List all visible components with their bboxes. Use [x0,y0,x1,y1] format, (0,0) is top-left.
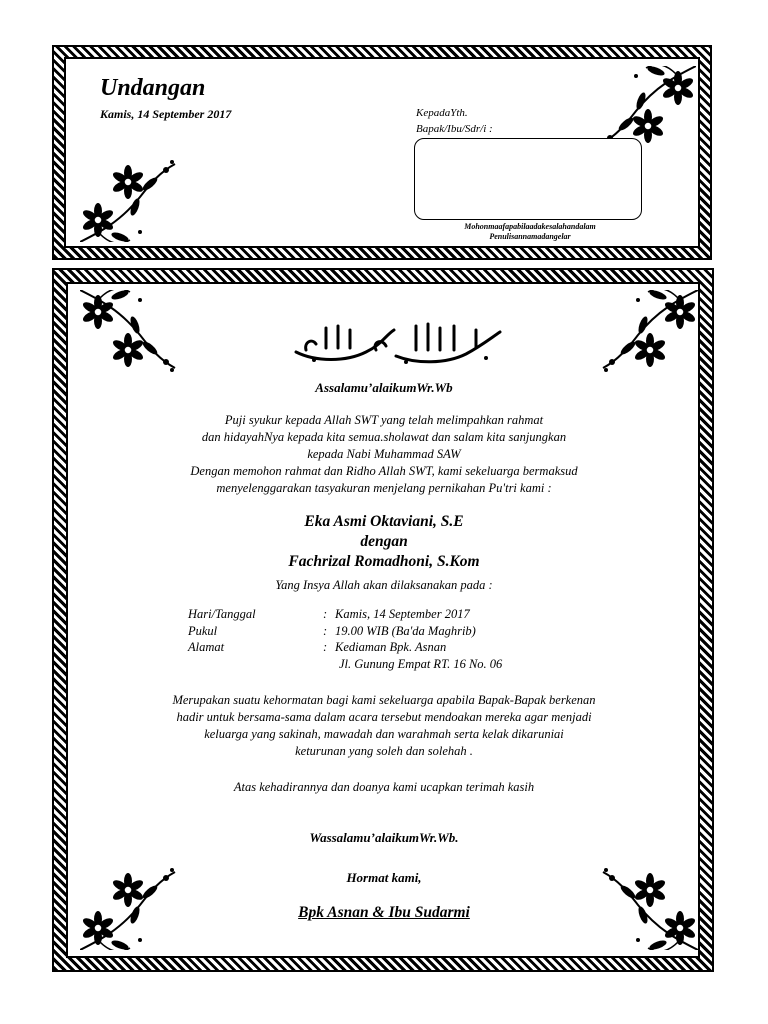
invitation-bottom-left-floral-icon [80,840,190,950]
intro-line: dan hidayahNya kepada kita semua.sholawat dan salam kita sanjungkan [201,430,567,444]
detail-label [188,656,323,673]
recipient-label [416,105,493,137]
closing-paragraph [70,692,698,760]
envelope-bottom-left-floral-icon [80,160,180,242]
apology-line-2: Penulisannamadangelar [489,232,571,241]
apology-line-1: Mohonmaafapabilaadakesalahandalam [464,222,596,231]
detail-separator [323,656,339,673]
detail-row [188,656,502,673]
detail-row [188,639,502,656]
greeting: Assalamu’alaikumWr.Wb [315,380,453,395]
couple-names [70,512,698,572]
detail-separator: : [323,640,328,654]
held-on-text: Yang Insya Allah akan dilaksanakan pada : [275,578,493,592]
closing-line: Merupakan suatu kehormatan bagi kami sekeluarga apabila Bapak-Bapak berkenan [172,693,596,707]
regards-text: Hormat kami, [346,870,422,885]
closing-line: hadir untuk bersama-sama dalam acara tersebut mendoakan mereka agar menjadi [176,710,592,724]
closing-line: keturunan yang soleh dan solehah . [295,744,473,758]
closing-line: keluarga yang sakinah, mawadah dan warahmah serta kelak dikaruniai [204,727,564,741]
intro-line: kepada Nabi Muhammad SAW [307,447,461,461]
recipient-line-2: Bapak/Ibu/Sdr/i : [416,123,493,135]
envelope-date: Kamis, 14 September 2017 [100,107,232,121]
invitation-bottom-right-floral-icon [588,840,698,950]
intro-line: Dengan memohon rahmat dan Ridho Allah SWT, kami sekeluarga bermaksud [190,464,578,478]
intro-line: menyelenggarakan tasyakuran menjelang pernikahan Pu'tri kami : [216,481,552,495]
detail-label: Pukul [188,623,218,638]
detail-separator: : [323,623,328,638]
detail-value: 19.00 WIB (Ba'da Maghrib) [335,623,476,638]
detail-row [188,606,502,623]
detail-label: Alamat [188,640,225,654]
connector-word: dengan [360,533,408,550]
recipient-address-box [414,138,642,220]
intro-line: Puji syukur kepada Allah SWT yang telah melimpahkan rahmat [224,413,544,427]
thanks-text: Atas kehadirannya dan doanya kami ucapkan terimah kasih [233,780,535,794]
apology-note [400,222,660,242]
event-details [188,606,502,672]
signer-name: Bpk Asnan & Ibu Sudarmi [298,904,470,921]
farewell-greeting: Wassalamu’alaikumWr.Wb. [309,830,459,845]
basmalah-calligraphy-icon [286,320,510,368]
invitation-top-right-floral-icon [588,290,698,390]
detail-value: Kediaman Bpk. Asnan [335,640,447,654]
invitation-top-left-floral-icon [80,290,190,390]
detail-row [188,623,502,640]
groom-name: Fachrizal Romadhoni, S.Kom [288,553,480,570]
detail-label: Hari/Tanggal [188,607,256,621]
intro-paragraph [70,412,698,497]
detail-separator: : [323,607,328,621]
envelope-title: Undangan [100,75,206,101]
recipient-line-1: KepadaYth. [416,107,468,119]
signer [70,904,698,922]
detail-value: Kamis, 14 September 2017 [335,607,470,621]
bride-name: Eka Asmi Oktaviani, S.E [304,513,464,530]
detail-value: Jl. Gunung Empat RT. 16 No. 06 [339,656,503,671]
